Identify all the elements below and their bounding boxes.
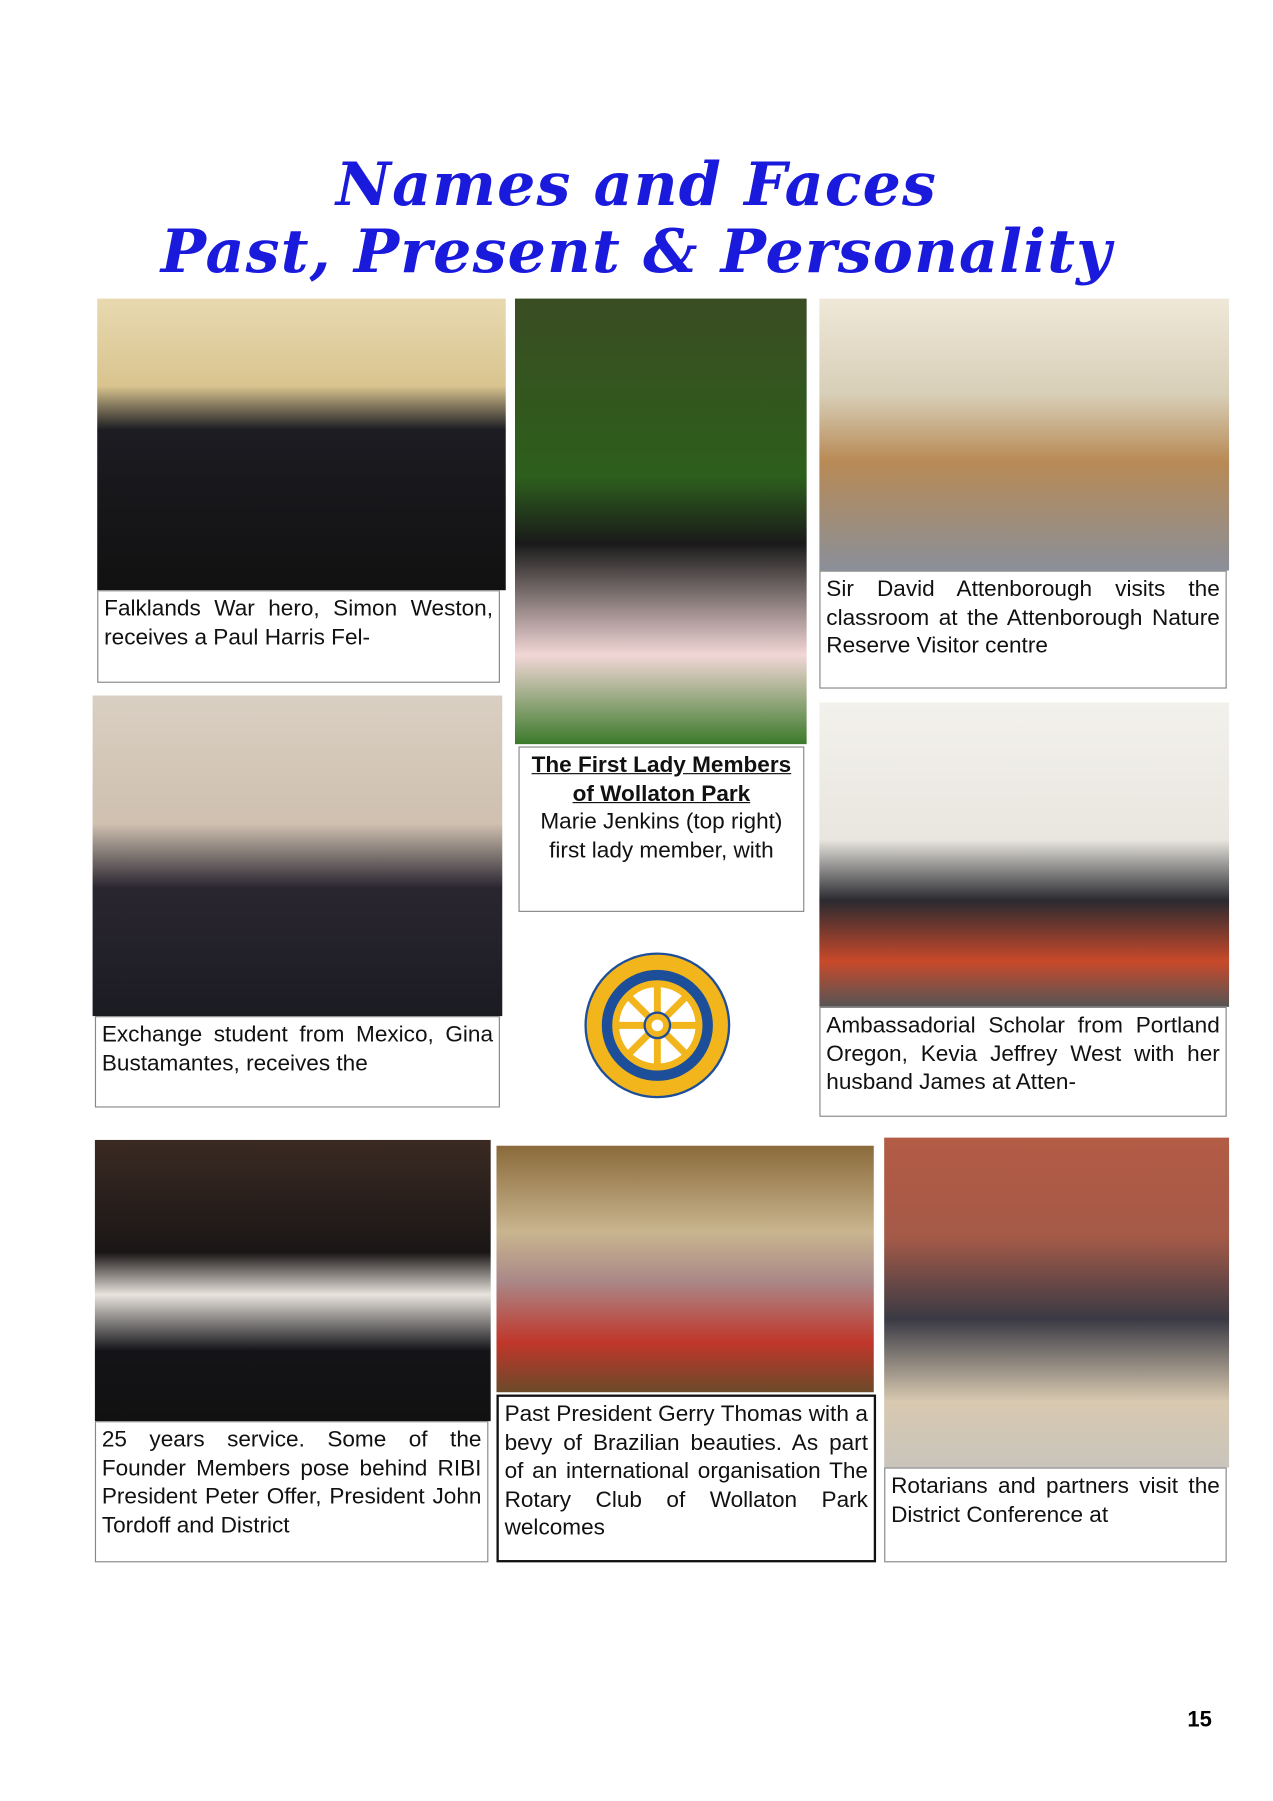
caption-district-conference: Rotarians and partners visit the District Conference at — [884, 1467, 1227, 1562]
photo-simon-weston — [97, 299, 506, 591]
page-number: 15 — [1187, 1708, 1212, 1733]
rotary-logo — [579, 947, 736, 1104]
caption-founder-members: 25 years service. Some of the Founder Members pose behind RIBI President Peter Offer, President John Tordoff and District — [95, 1421, 488, 1562]
caption-simon-weston: Falklands War hero, Simon Weston, receives a Paul Harris Fel- — [97, 590, 500, 683]
photo-ambassadorial-scholar — [819, 702, 1229, 1006]
photo-brazilian-visitors — [496, 1146, 873, 1393]
caption-first-lady-members — [518, 746, 804, 911]
photo-exchange-student — [93, 696, 503, 1017]
caption-attenborough: Sir David Attenborough visits the classroom at the Attenborough Nature Reserve Visitor centre — [819, 571, 1226, 689]
photo-first-lady-members — [515, 299, 807, 745]
caption-heading: The First Lady Members of Wollaton Park — [531, 752, 792, 807]
photo-founder-members — [95, 1140, 491, 1421]
title-line-1: Names and Faces — [335, 149, 938, 220]
photo-attenborough — [819, 299, 1229, 571]
caption-text: Marie Jenkins (top right) first lady member, with — [540, 808, 783, 863]
caption-ambassadorial-scholar: Ambassadorial Scholar from Portland Oregon, Kevia Jeffrey West with her husband James at Atten- — [819, 1007, 1226, 1117]
title-line-2: Past, Present & Personality — [160, 216, 1113, 288]
photo-district-conference — [884, 1138, 1229, 1468]
caption-exchange-student: Exchange student from Mexico, Gina Bustamantes, receives the — [95, 1016, 500, 1107]
caption-brazilian-visitors: Past President Gerry Thomas with a bevy of Brazilian beauties. As part of an international organisation The Rotary Club of Wollaton Park welcomes — [496, 1395, 876, 1563]
